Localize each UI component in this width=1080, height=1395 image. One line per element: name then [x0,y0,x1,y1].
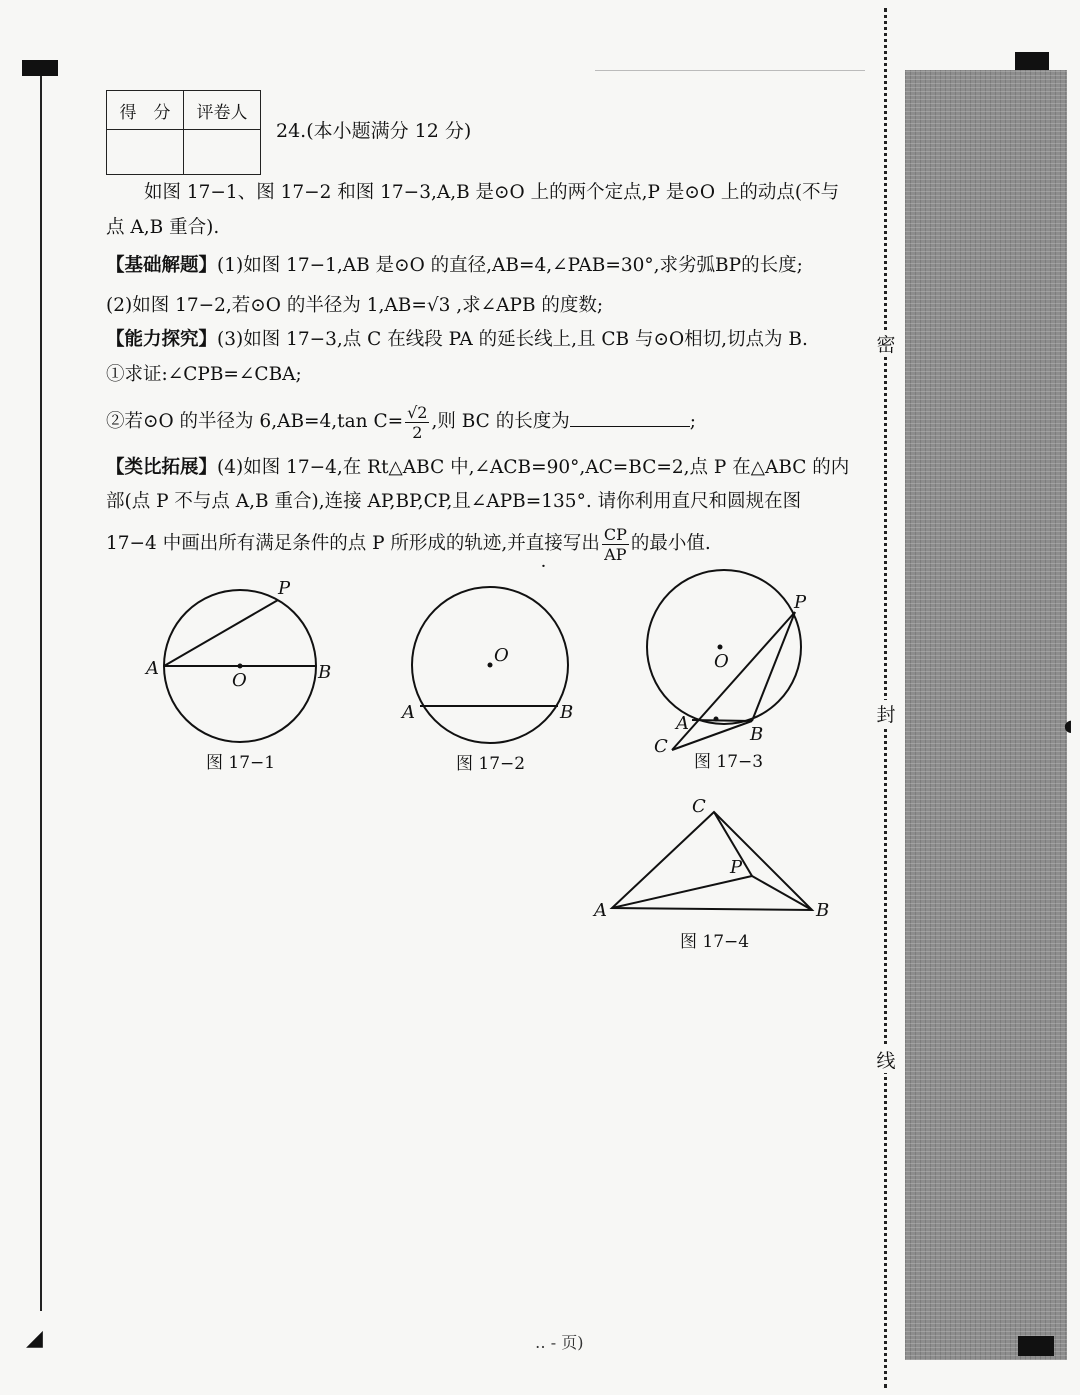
tan-num: √2 [407,402,428,422]
ratio-den: AP [604,544,627,564]
fig1-caption: 图 17−1 [206,753,276,773]
extend-line-2: 部(点 P 不与点 A,B 重合),连接 AP,BP,CP,且∠APB=135°. 请你利用直尺和圆规在图 [106,491,802,512]
explore-tag: 【能力探究】 [106,329,218,350]
seal-char-xian: 线 [874,1046,898,1073]
seal-dotted-line [884,8,887,1388]
intro-line-1: 如图 17−1、图 17−2 和图 17−3,A,B 是⊙O 上的两个定点,P 是⊙O 上的动点(不与 [144,182,840,203]
question-header: 24.(本小题满分 12 分) [276,120,472,142]
fig3-center-dot [718,645,723,650]
right-edge-mark: ◖ [1064,716,1073,735]
fig3-chord-BP [752,612,795,721]
page-footer: ‥ - 页) [535,1333,584,1352]
fig2-center-dot [488,663,493,668]
sub2-pre: ②若⊙O 的半径为 6,AB=4,tan C= [106,411,404,432]
seal-char-feng: 封 [874,700,898,727]
fig4-caption: 图 17−4 [680,932,750,952]
explore-q3-text: (3)如图 17−3,点 C 在线段 PA 的延长线上,且 CB 与⊙O相切,切点为 B. [217,329,808,350]
fig4-label-C: C [692,796,706,817]
fig3-label-B: B [750,724,764,745]
fig1-label-B: B [318,662,332,683]
tan-den: 2 [412,422,423,442]
registration-mark-bottom-left: ◢ [26,1325,43,1351]
explore-sub1: ①求证:∠CPB=∠CBA; [106,364,302,385]
basic-tag: 【基础解题】 [106,255,218,276]
ratio-num: CP [603,524,627,544]
fig4-label-B: B [816,900,830,921]
fig2-label-B: B [560,702,574,723]
scan-shading-strip [905,70,1067,1360]
fig4-triangle-ABC [612,812,812,910]
fig1-label-A: A [146,658,159,679]
registration-mark-bottom-right [1018,1336,1054,1356]
basic-q1-text: (1)如图 17−1,AB 是⊙O 的直径,AB=4,∠PAB=30°,求劣弧BP的长度; [217,255,803,276]
grader-header: 评卷人 [184,91,261,130]
fig1-center-dot [238,664,243,669]
extend-tag: 【类比拓展】 [106,457,218,478]
fig1-chord-AP [164,600,278,666]
fig4-label-P: P [730,857,743,878]
fig3-label-A: A [676,713,689,734]
score-header: 得 分 [107,91,184,130]
fig3-label-P: P [794,592,807,613]
line3-mid: 写出 [562,533,600,554]
line3-post: 的最小值. [630,533,711,554]
extend-line-1-text: (4)如图 17−4,在 Rt△ABC 中,∠ACB=90°,AC=BC=2,点 P 在△ABC 的内 [217,457,850,478]
fig2-label-O: O [494,645,509,666]
registration-mark-top-right [1015,52,1049,70]
basic-q2: (2)如图 17−2,若⊙O 的半径为 1,AB=√3 ,求∠APB 的度数; [106,295,604,316]
sub2-post: ,则 BC 的长度为 [431,411,570,432]
fig2-caption: 图 17−2 [456,754,526,774]
sub2-end: ; [689,411,696,432]
fig3-circle [647,570,801,724]
line3-pre: 17−4 中画出所有满足条件的点 P 所形成的轨迹,并 [106,533,526,554]
fig4-segment-AP [612,876,752,908]
fig1-label-P: P [278,578,291,599]
fig3-chord-AB [692,720,752,721]
emphasis-zhijie: 直接 [525,533,563,554]
intro-line-2: 点 A,B 重合). [106,217,220,238]
seal-char-mi: 密 [874,330,898,357]
fig3-label-O: O [714,651,729,672]
fig3-caption: 图 17−3 [694,752,764,772]
fig3-label-C: C [654,736,668,757]
fig4-label-A: A [594,900,607,921]
fig3-tangency-dot [714,717,719,722]
fig2-label-A: A [402,702,415,723]
fig1-label-O: O [232,670,247,691]
fig3-line-CP [672,612,795,750]
